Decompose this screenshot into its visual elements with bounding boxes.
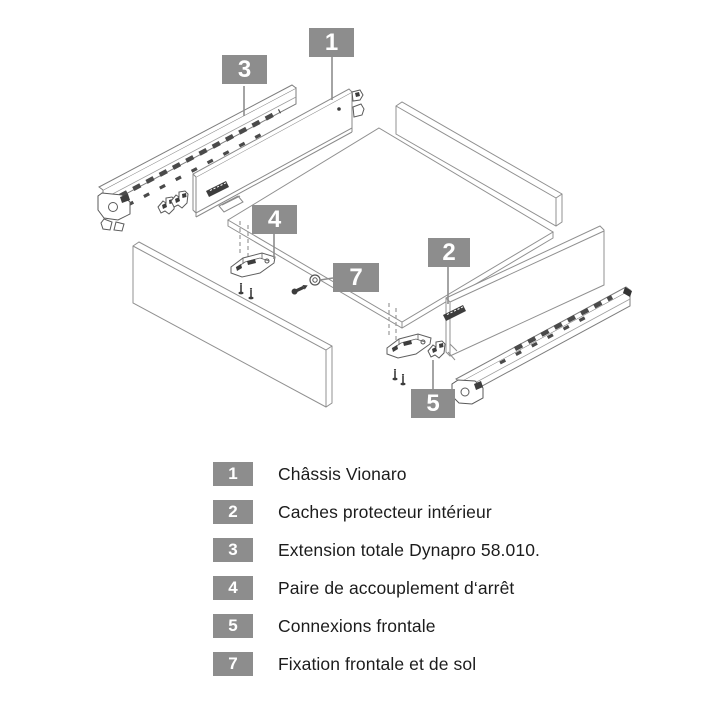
legend-row-1 — [213, 462, 540, 486]
small-bracket-pair — [158, 191, 188, 214]
legend-item-label: Fixation frontale et de sol — [278, 653, 477, 674]
legend-item-label: Châssis Vionaro — [278, 463, 407, 484]
parts-legend — [213, 462, 540, 690]
legend-row-3 — [213, 538, 540, 562]
legend-item-label: Paire de accouplement d‘arrêt — [278, 577, 515, 598]
callout-2: 2 — [428, 238, 470, 267]
legend-number-badge: 4 — [213, 576, 253, 600]
legend-item-label: Extension totale Dynapro 58.010. — [278, 539, 540, 560]
front-floor-fixing — [291, 275, 320, 296]
callout-4: 4 — [252, 205, 297, 234]
legend-row-2 — [213, 500, 540, 524]
legend-number-badge: 1 — [213, 462, 253, 486]
callout-3: 3 — [222, 55, 267, 84]
legend-number-badge: 2 — [213, 500, 253, 524]
callout-1: 1 — [309, 28, 354, 57]
legend-number-badge: 5 — [213, 614, 253, 638]
legend-row-5 — [213, 614, 540, 638]
callout-7: 7 — [333, 263, 379, 292]
legend-item-label: Caches protecteur intérieur — [278, 501, 492, 522]
callout-5: 5 — [411, 389, 455, 418]
legend-number-badge: 7 — [213, 652, 253, 676]
legend-number-badge: 3 — [213, 538, 253, 562]
legend-row-4 — [213, 576, 540, 600]
legend-item-label: Connexions frontale — [278, 615, 436, 636]
legend-row-7 — [213, 652, 540, 676]
